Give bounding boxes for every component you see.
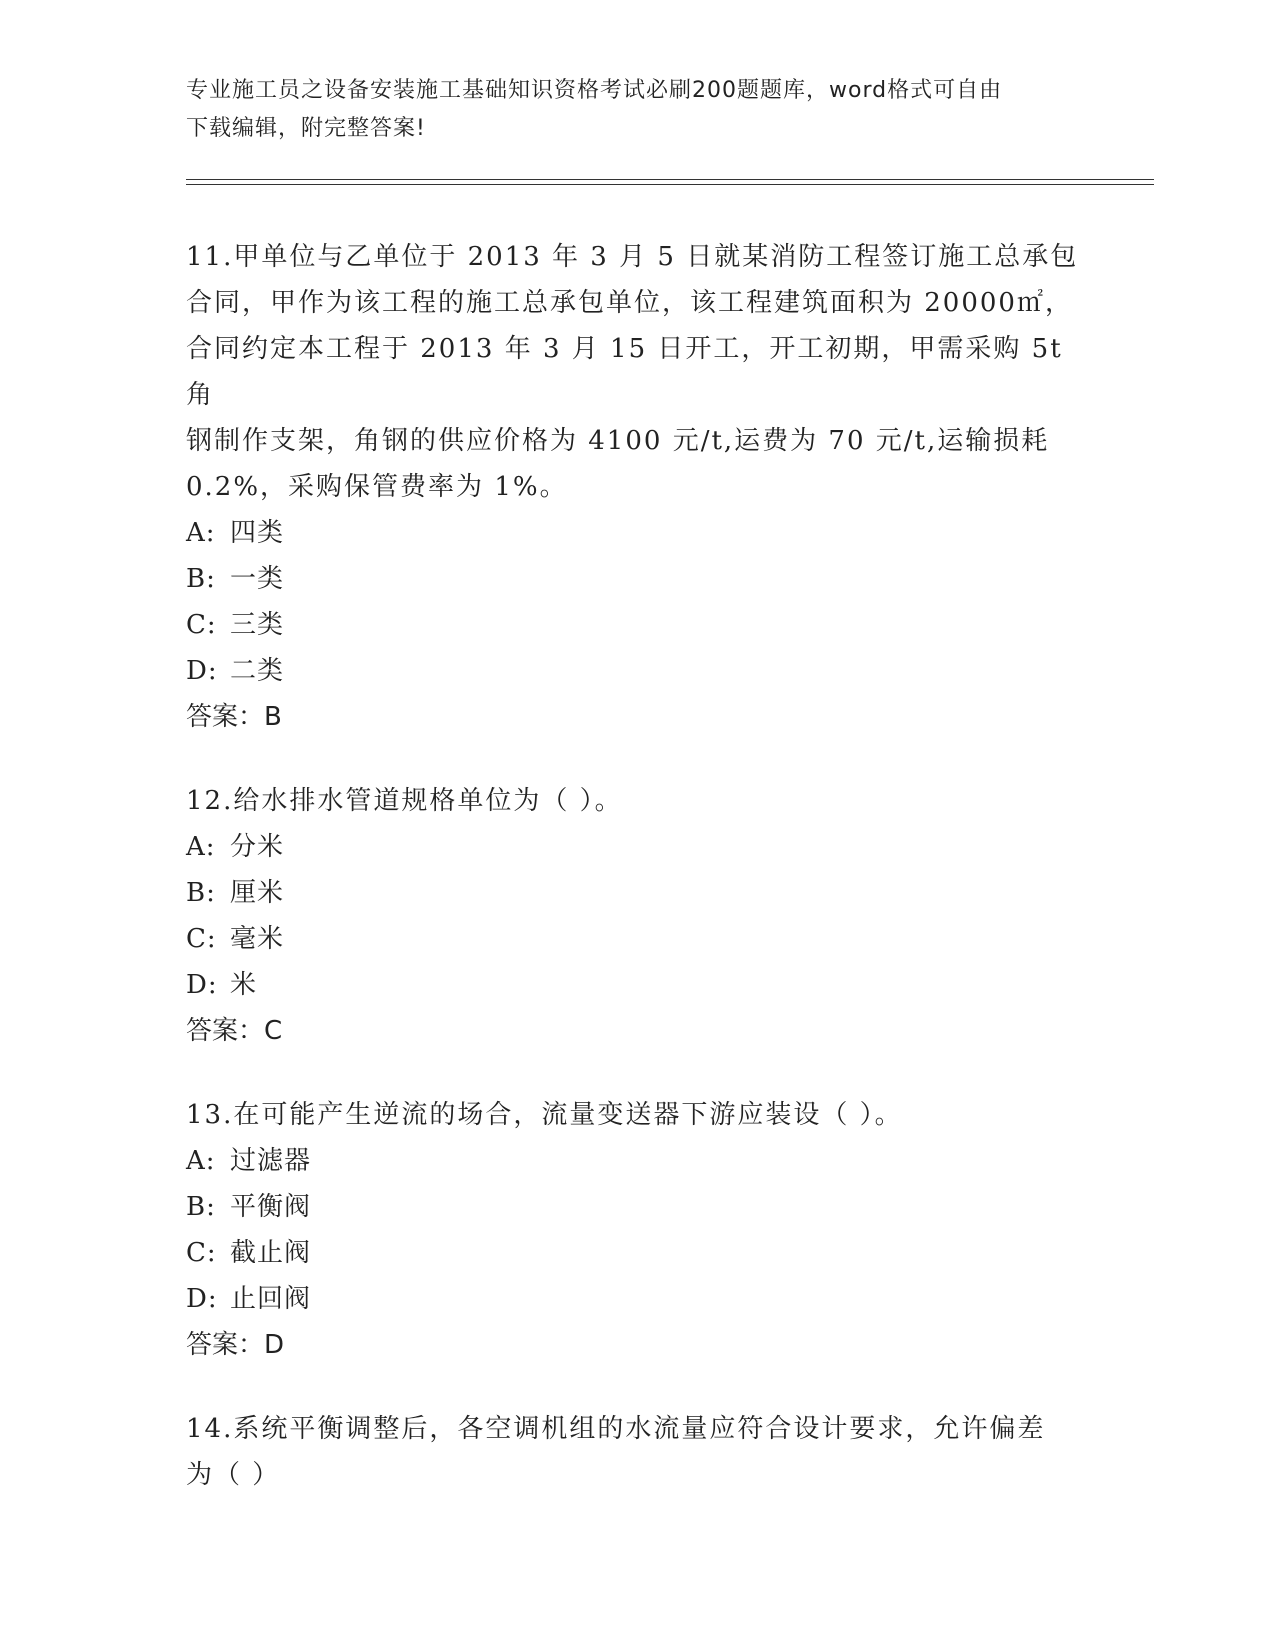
option-text: 三类 bbox=[230, 610, 285, 640]
answer-option bbox=[186, 870, 1086, 916]
answer-option bbox=[186, 1138, 1086, 1184]
question-stem-line: 合同约定本工程于 2013 年 3 月 15 日开工，开工初期，甲需采购 5t 角 bbox=[186, 334, 1063, 410]
document-header bbox=[186, 72, 1066, 148]
question-stem-line: 合同，甲作为该工程的施工总承包单位，该工程建筑面积为 20000㎡， bbox=[186, 288, 1073, 318]
question-stem-line: 钢制作支架，角钢的供应价格为 4100 元/t,运费为 70 元/t,运输损耗 bbox=[186, 426, 1050, 456]
header-line: 专业施工员之设备安装施工基础知识资格考试必刷200题题库，word格式可自由 bbox=[186, 78, 1003, 103]
answer-option bbox=[186, 602, 1086, 648]
answer-option bbox=[186, 556, 1086, 602]
question-block bbox=[186, 778, 1086, 1054]
answer-line: 答案：D bbox=[186, 1330, 285, 1360]
header-divider bbox=[186, 184, 1154, 185]
option-key: A: bbox=[186, 832, 216, 862]
question-stem-line: 为（ ） bbox=[186, 1460, 281, 1490]
option-text: 分米 bbox=[230, 832, 285, 862]
question-stem-line: 11.甲单位与乙单位于 2013 年 3 月 5 日就某消防工程签订施工总承包 bbox=[186, 242, 1079, 272]
question-block bbox=[186, 1092, 1086, 1368]
header-line: 下载编辑，附完整答案! bbox=[186, 116, 426, 141]
question-stem-line: 12.给水排水管道规格单位为（ ）。 bbox=[186, 786, 623, 816]
option-key: B: bbox=[186, 878, 216, 908]
answer-option bbox=[186, 510, 1086, 556]
answer-line: 答案：B bbox=[186, 702, 282, 732]
answer-option bbox=[186, 1230, 1086, 1276]
question-stem-line: 13.在可能产生逆流的场合，流量变送器下游应装设（ ）。 bbox=[186, 1100, 903, 1130]
option-key: D: bbox=[186, 656, 218, 686]
question-list bbox=[186, 234, 1086, 1498]
option-text: 平衡阀 bbox=[230, 1192, 312, 1222]
option-text: 止回阀 bbox=[230, 1284, 312, 1314]
option-text: 米 bbox=[230, 970, 258, 1000]
option-text: 毫米 bbox=[230, 924, 285, 954]
option-key: A: bbox=[186, 1146, 216, 1176]
option-text: 截止阀 bbox=[230, 1238, 312, 1268]
question-stem-line: 14.系统平衡调整后，各空调机组的水流量应符合设计要求，允许偏差 bbox=[186, 1414, 1046, 1444]
question-block bbox=[186, 1406, 1086, 1498]
option-text: 四类 bbox=[230, 518, 285, 548]
answer-line: 答案：C bbox=[186, 1016, 283, 1046]
answer-option bbox=[186, 824, 1086, 870]
option-text: 二类 bbox=[230, 656, 285, 686]
answer-option bbox=[186, 1276, 1086, 1322]
answer-option bbox=[186, 648, 1086, 694]
option-key: C: bbox=[186, 924, 217, 954]
option-key: B: bbox=[186, 564, 216, 594]
option-key: C: bbox=[186, 1238, 217, 1268]
question-stem-line: 0.2%，采购保管费率为 1%。 bbox=[186, 472, 568, 502]
answer-option bbox=[186, 1184, 1086, 1230]
option-key: D: bbox=[186, 970, 218, 1000]
answer-option bbox=[186, 962, 1086, 1008]
option-key: C: bbox=[186, 610, 217, 640]
option-key: B: bbox=[186, 1192, 216, 1222]
option-text: 过滤器 bbox=[230, 1146, 312, 1176]
answer-option bbox=[186, 916, 1086, 962]
question-block bbox=[186, 234, 1086, 740]
header-divider bbox=[186, 179, 1154, 180]
option-key: D: bbox=[186, 1284, 218, 1314]
option-text: 一类 bbox=[230, 564, 285, 594]
option-text: 厘米 bbox=[230, 878, 285, 908]
option-key: A: bbox=[186, 518, 216, 548]
